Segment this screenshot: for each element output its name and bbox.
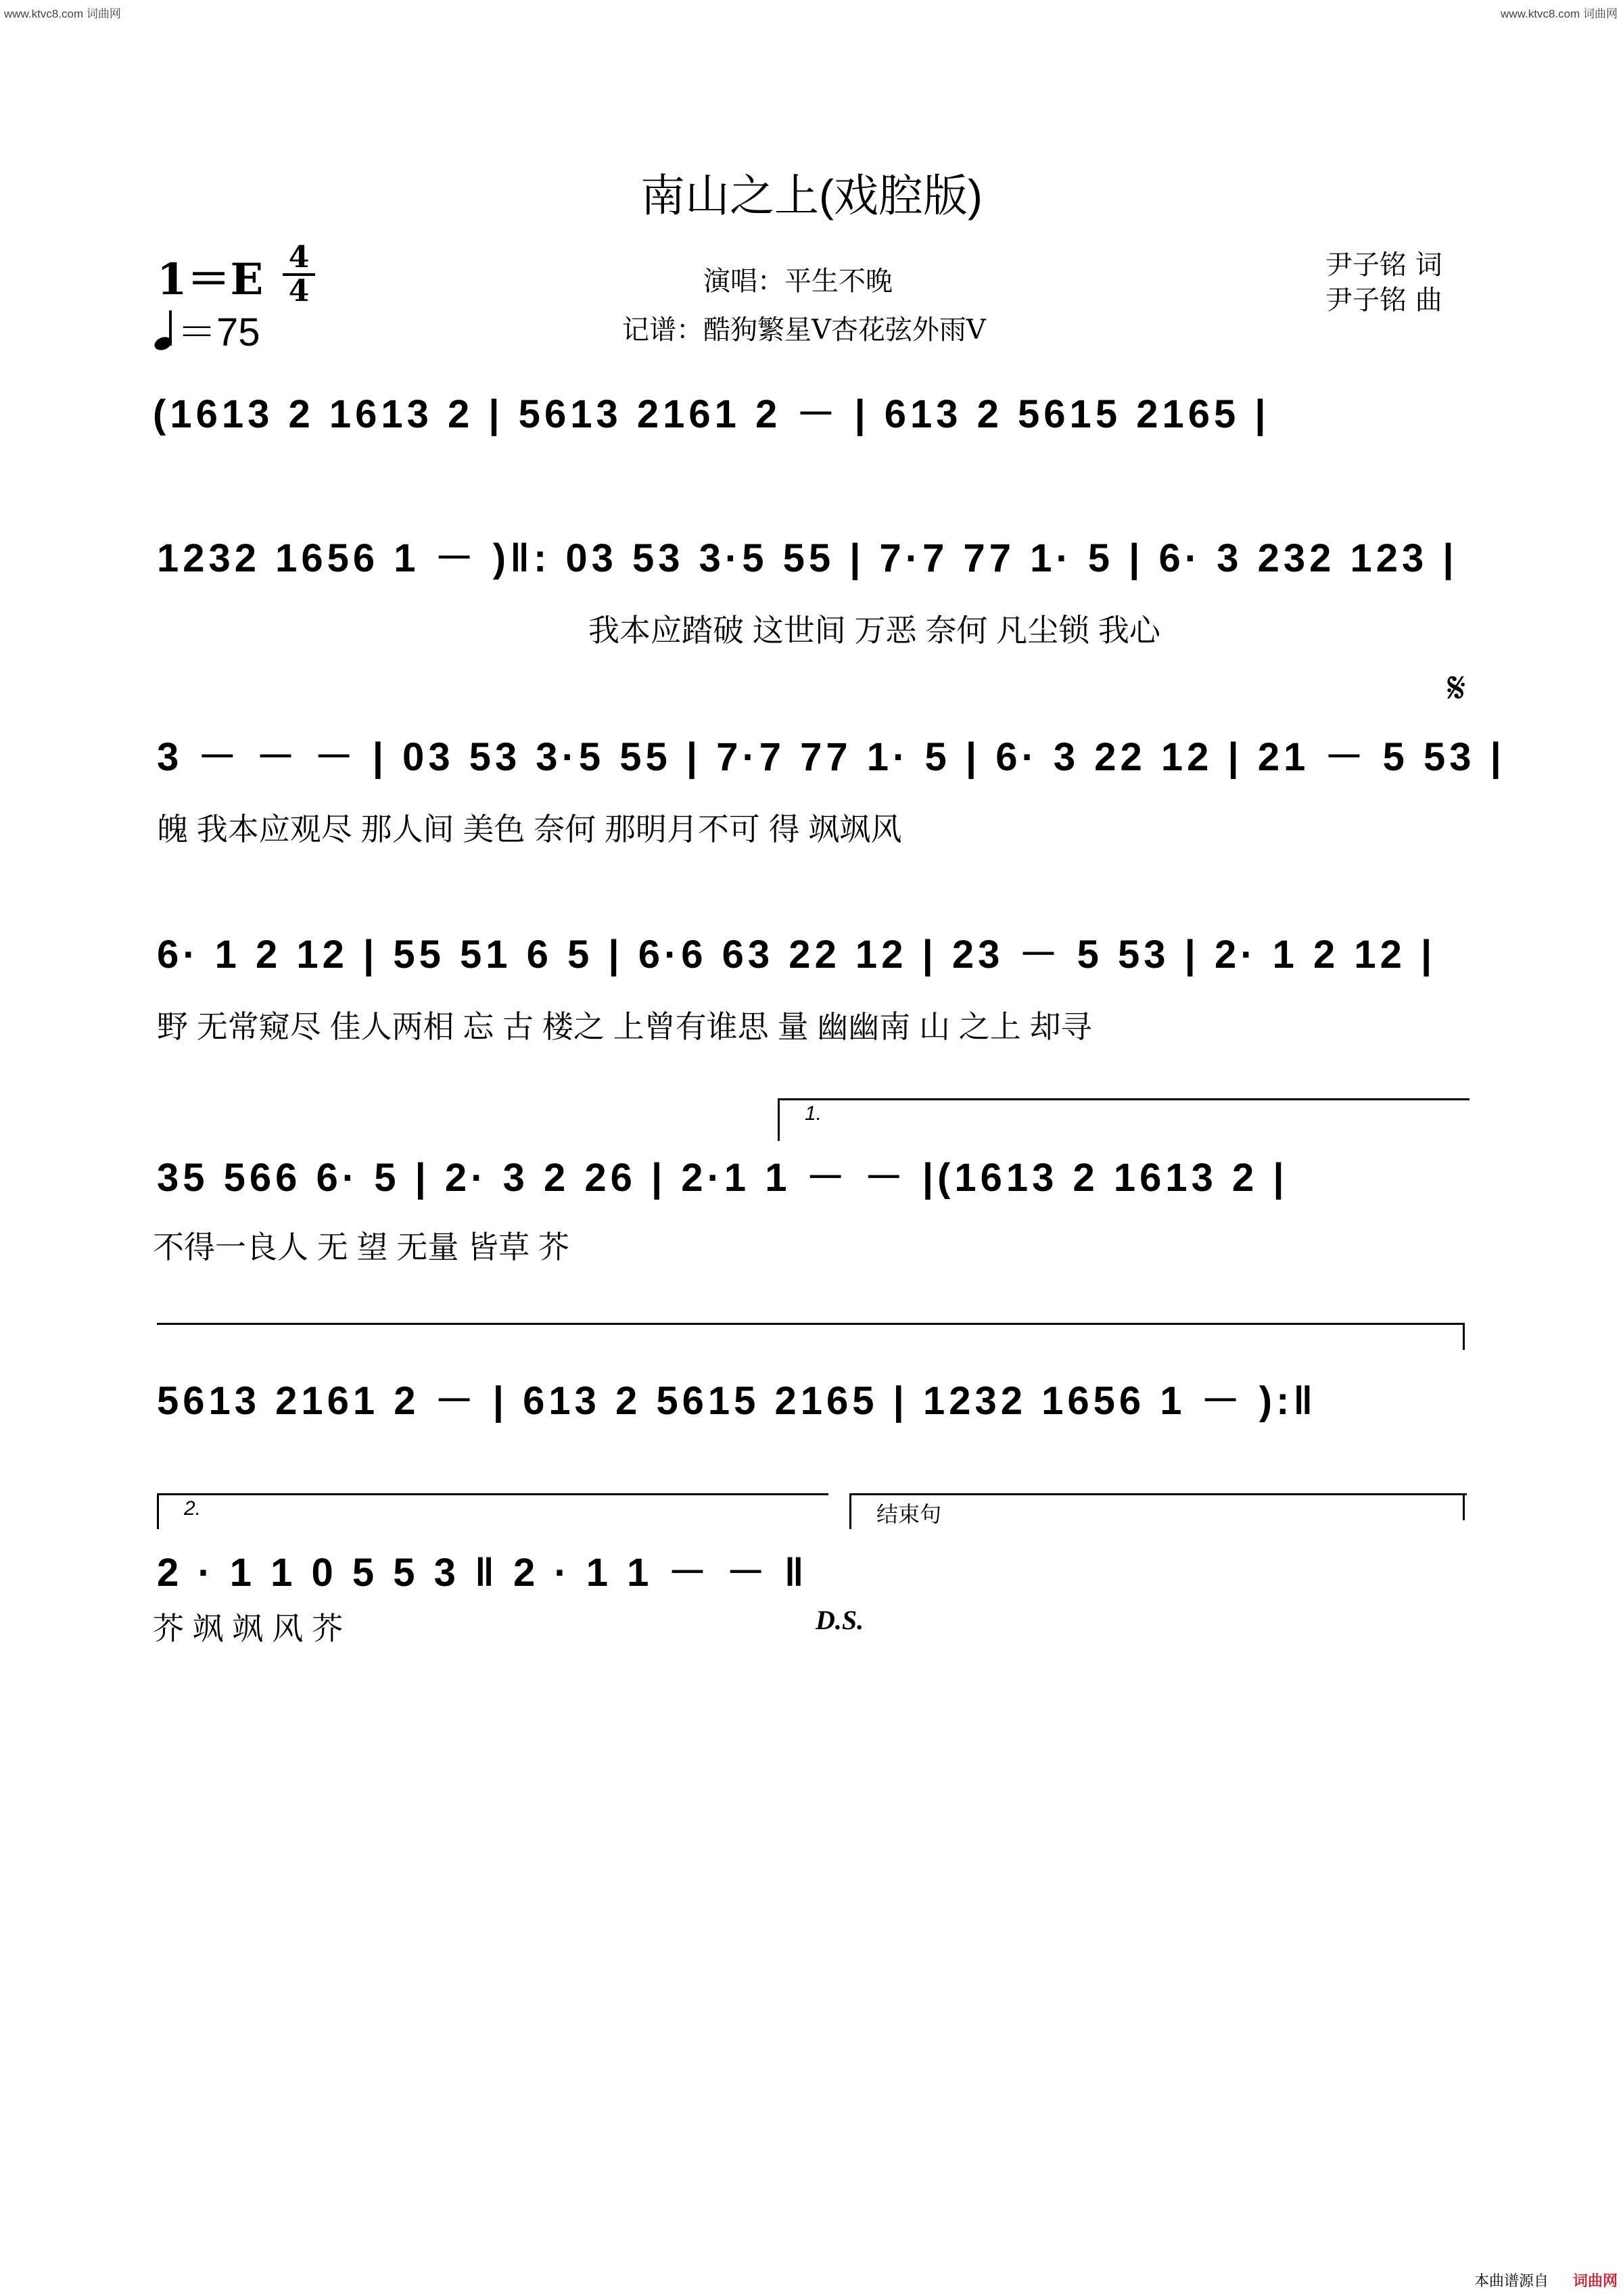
lyrics-system-4: 野 无常窥尽 佳人两相 忘 古 楼之 上曾有谁思 量 幽幽南 山 之上 却寻 — [157, 1009, 1092, 1044]
lyricist-credit: 尹子铭 词 — [1325, 250, 1442, 281]
volta-2-label: 2. — [184, 1497, 202, 1520]
score-system-4: 6· 1 2 12 | 55 51 6 5 | 6·6 63 22 12 | 23 － 5 53 | 2· 1 2 12 | — [157, 933, 1436, 977]
score-system-6: 5613 2161 2 － | 613 2 5615 2165 | 1232 1656 1 － ):‖ — [157, 1379, 1317, 1423]
volta-1-continuation — [157, 1323, 1465, 1325]
footer-source-text: 本曲谱源自 — [1474, 2272, 1549, 2289]
site-header-left: www.ktvc8.com 词曲网 — [4, 7, 121, 20]
volta-2-bracket — [157, 1493, 828, 1529]
ending-bracket-end — [1463, 1493, 1465, 1520]
tempo-mark — [154, 300, 260, 357]
song-title: 南山之上(戏腔版) — [640, 170, 983, 220]
transcriber-credit: 记谱：酷狗繁星V杏花弦外雨V — [622, 314, 986, 346]
key-signature: 1＝E — [157, 254, 264, 305]
tempo-value: ＝75 — [177, 310, 260, 354]
time-signature — [283, 242, 315, 307]
score-system-7: 2 · 1 1 0 5 5 3 ‖ 2 · 1 1 － － ‖ — [157, 1551, 808, 1595]
lyrics-system-5: 不得一良人 无 望 无量 皆草 芥 — [153, 1229, 569, 1265]
time-signature-top: 4 — [288, 240, 310, 275]
score-system-5: 35 566 6· 5 | 2· 3 2 26 | 2·1 1 － － |(1613 2 1613 2 | — [157, 1156, 1288, 1200]
ds-marking: D.S. — [816, 1605, 864, 1635]
lyrics-system-2: 我本应踏破 这世间 万恶 奈何 凡尘锁 我心 — [588, 613, 1160, 648]
footer-site-logo: 词曲网 — [1572, 2272, 1618, 2289]
ending-bracket — [849, 1493, 1467, 1529]
singer-credit: 演唱：平生不晚 — [703, 266, 893, 297]
ending-label: 结束句 — [876, 1502, 942, 1526]
segno-icon: 𝄋 — [1447, 663, 1466, 712]
volta-1-end — [1463, 1323, 1465, 1350]
site-header-right: www.ktvc8.com 词曲网 — [1501, 7, 1618, 20]
volta-1-label: 1. — [805, 1102, 822, 1125]
quarter-note-icon — [154, 310, 173, 351]
volta-1-bracket — [778, 1098, 1469, 1141]
score-system-3: 3 － － － | 03 53 3·5 55 | 7·7 77 1· 5 | 6· 3 22 12 | 21 － 5 53 | — [157, 735, 1505, 779]
time-signature-bottom: 4 — [283, 273, 315, 307]
score-system-1: (1613 2 1613 2 | 5613 2161 2 － | 613 2 5615 2165 | — [153, 392, 1270, 436]
score-system-2: 1232 1656 1 － )‖: 03 53 3·5 55 | 7·7 77 1· 5 | 6· 3 232 123 | — [157, 536, 1458, 580]
lyrics-system-7: 芥 飒 飒 风 芥 — [153, 1611, 344, 1646]
composer-credit: 尹子铭 曲 — [1325, 285, 1442, 316]
lyrics-system-3: 魄 我本应观尽 那人间 美色 奈何 那明月不可 得 飒飒风 — [157, 812, 902, 847]
